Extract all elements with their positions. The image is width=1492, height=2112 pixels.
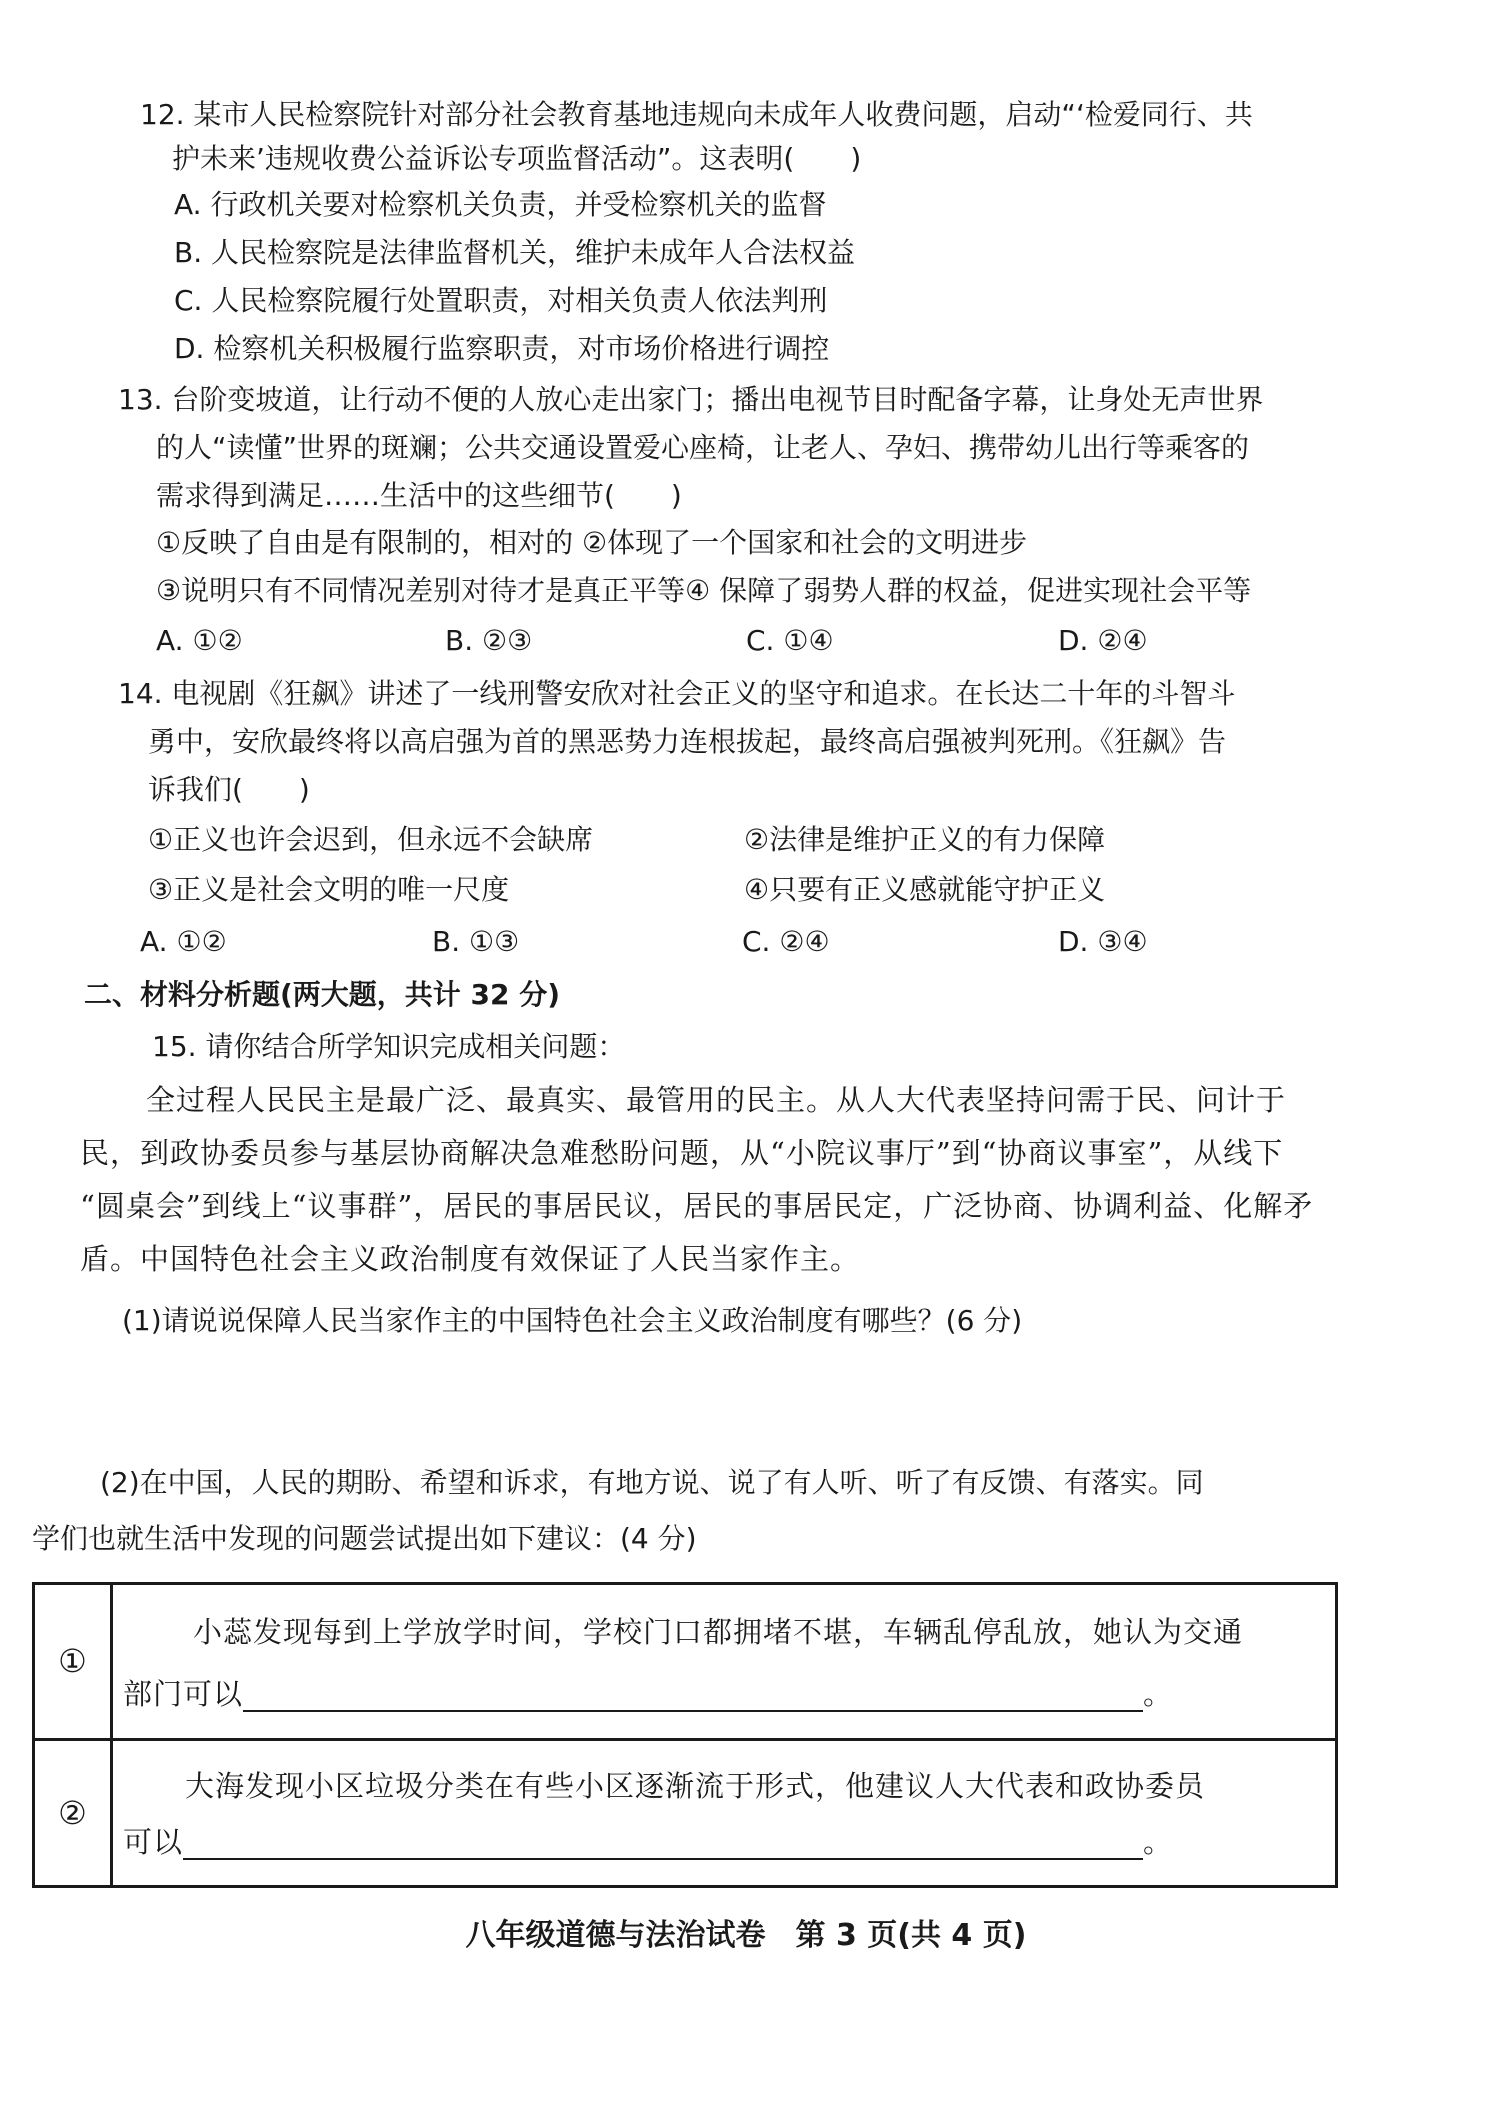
q13-statement-line1: ①反映了自由是有限制的，相对的 ②体现了一个国家和社会的文明进步 <box>156 526 1028 559</box>
q12-option-c: C. 人民检察院履行处置职责，对相关负责人依法判刑 <box>174 284 828 317</box>
answer-blank[interactable] <box>183 1830 1143 1860</box>
q13-choice-a: A. ①② <box>156 624 243 657</box>
q13-stem-line3: 需求得到满足……生活中的这些细节( ) <box>156 479 682 512</box>
q12-option-d: D. 检察机关积极履行监察职责，对市场价格进行调控 <box>174 332 830 365</box>
q13-choice-d: D. ②④ <box>1058 624 1148 657</box>
q15-material-line4: 盾。中国特色社会主义政治制度有效保证了人民当家作主。 <box>80 1242 861 1276</box>
q14-stem-line2: 勇中，安欣最终将以高启强为首的黑恶势力连根拔起，最终高启强被判死刑。《狂飙》告 <box>148 725 1227 758</box>
row-text-line2 <box>123 1825 1173 1860</box>
q14-statement-4: ④只要有正义感就能守护正义 <box>744 873 1106 906</box>
q14-choice-b: B. ①③ <box>432 925 520 958</box>
row-text-line1: 小蕊发现每到上学放学时间，学校门口都拥堵不堪，车辆乱停乱放，她认为交通 <box>193 1615 1244 1649</box>
row-text-prefix: 可以 <box>123 1825 184 1859</box>
table-row <box>35 1585 1335 1741</box>
table-row <box>35 1741 1335 1885</box>
row-text-line1: 大海发现小区垃圾分类在有些小区逐渐流于形式，他建议人大代表和政协委员 <box>185 1769 1206 1803</box>
q13-stem-line1: 13. 台阶变坡道，让行动不便的人放心走出家门；播出电视节目时配备字幕，让身处无声世界 <box>118 383 1264 416</box>
answer-blank[interactable] <box>243 1682 1143 1712</box>
q15-intro: 15. 请你结合所学知识完成相关问题： <box>152 1030 626 1063</box>
q14-choice-a: A. ①② <box>140 925 227 958</box>
suggestion-table <box>32 1582 1338 1888</box>
row-text-suffix: 。 <box>1143 1825 1174 1859</box>
q12-option-a: A. 行政机关要对检察机关负责，并受检察机关的监督 <box>174 188 827 221</box>
q14-statement-2: ②法律是维护正义的有力保障 <box>744 823 1106 856</box>
q15-sub2-line2: 学们也就生活中发现的问题尝试提出如下建议：(4 分) <box>32 1522 697 1555</box>
q13-choice-c: C. ①④ <box>746 624 834 657</box>
q15-material-line3: “圆桌会”到线上“议事群”，居民的事居民议，居民的事居民定，广泛协商、协调利益、化解矛 <box>80 1189 1314 1223</box>
q13-statement-line2: ③说明只有不同情况差别对待才是真正平等④ 保障了弱势人群的权益，促进实现社会平等 <box>156 574 1252 607</box>
row-text-suffix: 。 <box>1143 1677 1174 1711</box>
row-number: ② <box>35 1741 113 1885</box>
q12-stem-line1: 12. 某市人民检察院针对部分社会教育基地违规向未成年人收费问题，启动“‘检爱同行、共 <box>140 98 1253 131</box>
q12-stem-line2: 护未来’违规收费公益诉讼专项监督活动”。这表明( ) <box>172 142 862 175</box>
q14-stem-line3: 诉我们( ) <box>148 773 310 806</box>
q13-stem-line2: 的人“读懂”世界的斑斓；公共交通设置爱心座椅，让老人、孕妇、携带幼儿出行等乘客的 <box>156 431 1250 464</box>
row-number: ① <box>35 1585 113 1738</box>
q13-choice-b: B. ②③ <box>445 624 533 657</box>
q14-stem-line1: 14. 电视剧《狂飙》讲述了一线刑警安欣对社会正义的坚守和追求。在长达二十年的斗智斗 <box>118 677 1236 710</box>
q15-material-line1: 全过程人民民主是最广泛、最真实、最管用的民主。从人大代表坚持问需于民、问计于 <box>146 1083 1287 1117</box>
q15-sub1: (1)请说说保障人民当家作主的中国特色社会主义政治制度有哪些？(6 分) <box>122 1304 1023 1337</box>
q14-choice-c: C. ②④ <box>742 925 830 958</box>
row-text-line2 <box>123 1677 1173 1712</box>
section2-title: 二、材料分析题(两大题，共计 32 分) <box>84 978 561 1011</box>
page-footer: 八年级道德与法治试卷 第 3 页(共 4 页) <box>465 1918 1027 1953</box>
q15-sub2-line1: (2)在中国，人民的期盼、希望和诉求，有地方说、说了有人听、听了有反馈、有落实。同 <box>100 1466 1204 1499</box>
q14-choice-d: D. ③④ <box>1058 925 1148 958</box>
q12-option-b: B. 人民检察院是法律监督机关，维护未成年人合法权益 <box>174 236 856 269</box>
q14-statement-1: ①正义也许会迟到，但永远不会缺席 <box>148 823 594 856</box>
q15-material-line2: 民，到政协委员参与基层协商解决急难愁盼问题，从“小院议事厅”到“协商议事室”，从线下 <box>80 1136 1284 1170</box>
row-text-prefix: 部门可以 <box>123 1677 244 1711</box>
q14-statement-3: ③正义是社会文明的唯一尺度 <box>148 873 510 906</box>
